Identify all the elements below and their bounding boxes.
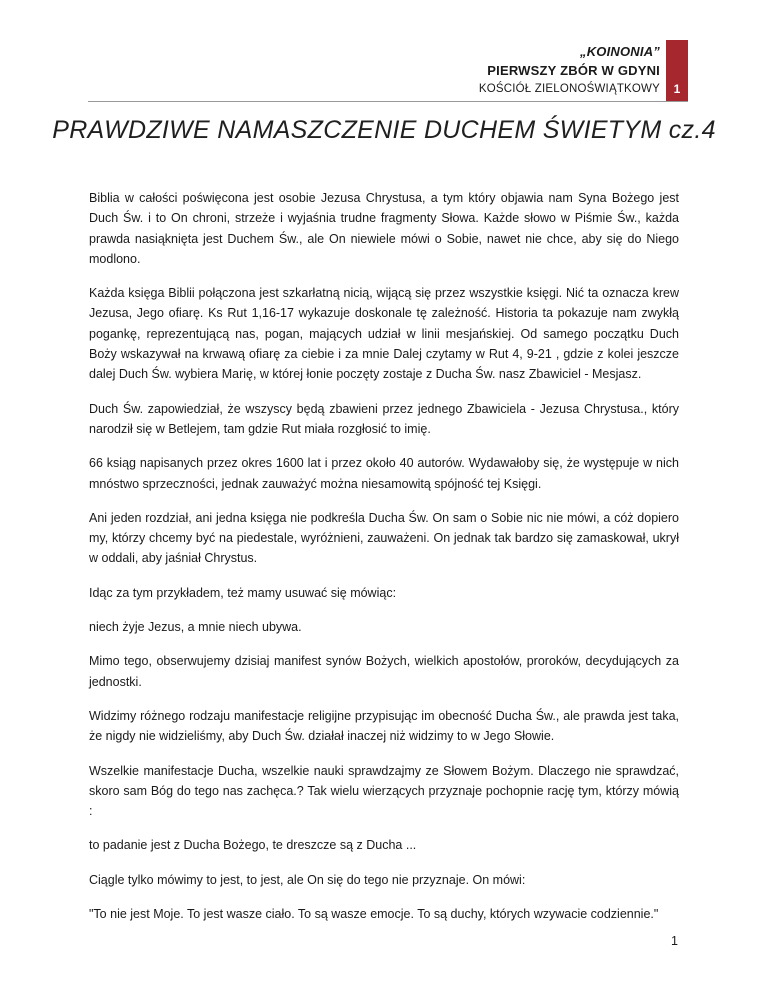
paragraph: Duch Św. zapowiedział, że wszyscy będą zbawieni przez jednego Zbawiciela - Jezusa Chrystusa., który narodził się w Betlejem, tam gdzie Rut miała rozgłosić to imię. (89, 401, 679, 436)
header-page-number-box (666, 40, 688, 102)
header-page-number: 1 (673, 82, 681, 96)
paragraph: Ani jeden rozdział, ani jedna księga nie podkreśla Ducha Św. On sam o Sobie nic nie mówi, a cóż dopiero my, którzy chcemy być na piedestale, wyróżnieni, zauważeni. On jednak tak bardzo się zamaskował, ukrył w oddali, aby jaśniał Chrystus. (89, 510, 679, 566)
paragraph: Widzimy różnego rodzaju manifestacje religijne przypisując im obecność Ducha Św., ale prawda jest taka, że nigdy nie widzieliśmy, aby Duch Św. działał inaczej niż widzimy to w Jego Słowie. (89, 708, 679, 744)
document-header (88, 40, 688, 102)
header-church-name: PIERWSZY ZBÓR W GDYNI (487, 63, 660, 78)
document-title: PRAWDZIWE NAMASZCZENIE DUCHEM ŚWIETYM cz.4 (52, 116, 716, 144)
paragraph: 66 ksiąg napisanych przez okres 1600 lat i przez około 40 autorów. Wydawałoby się, że występuje w nich mnóstwo sprzeczności, jednak zauważyć można niesamowitą spójność tej Księgi. (89, 456, 679, 491)
paragraph: Ciągle tylko mówimy to jest, to jest, ale On się do tego nie przyznaje. On mówi: (89, 872, 526, 887)
header-koinonia: „KOINONIA” (580, 44, 660, 59)
footer-page-number: 1 (671, 934, 678, 948)
header-divider (88, 101, 688, 102)
paragraph: to padanie jest z Ducha Bożego, te dreszcze są z Ducha ... (89, 838, 417, 853)
paragraph: Mimo tego, obserwujemy dzisiaj manifest synów Bożych, wielkich apostołów, proroków, decydujących za jednostki. (89, 654, 679, 689)
paragraph: "To nie jest Moje. To jest wasze ciało. To są wasze emocje. To są duchy, których wzywacie codziennie." (89, 907, 659, 922)
paragraph: niech żyje Jezus, a mnie niech ubywa. (89, 620, 302, 635)
header-denomination: KOŚCIÓŁ ZIELONOŚWIĄTKOWY (478, 83, 660, 95)
paragraph: Biblia w całości poświęcona jest osobie Jezusa Chrystusa, a tym który objawia nam Syna Bożego jest Duch Św. i to On chroni, strzeże i wyjaśnia trudne fragmenty Słowa. Każde słowo w Piśmie Św., każda prawda nasiąknięta jest Duchem Św., ale On niewiele mówi o Sobie, nawet nie chce, aby się do Niego modlono. (89, 191, 679, 266)
paragraph: Idąc za tym przykładem, też mamy usuwać się mówiąc: (89, 585, 397, 600)
header-text-block (479, 42, 660, 99)
document-body (89, 188, 679, 938)
paragraph: Wszelkie manifestacje Ducha, wszelkie nauki sprawdzajmy ze Słowem Bożym. Dlaczego nie sprawdzać, skoro sam Bóg do tego nas zachęca.? Tak wielu wierzących przyznaje pochopnie rację tym, którzy mówią : (89, 763, 679, 819)
paragraph: Każda księga Biblii połączona jest szkarłatną nicią, wijącą się przez wszystkie księgi. Nić ta oznacza krew Jezusa, Jego ofiarę. Ks Rut 1,16-17 wykazuje doskonale tę zależność. Historia ta pokazuje nam zwykłą pogankę, reprezentującą nas, pogan, mających udział w linii mesjańskiej. Od samego początku Duch Boży wskazywał na krwawą ofiarę za ciebie i za mnie Dalej czytamy w Rut 4, 9-21 , gdzie z kolei jeszcze dalej Duch Św. wybiera Marię, w której łonie poczęty zostaje z Ducha Św. nasz Zbawiciel - Mesjasz. (89, 286, 679, 382)
